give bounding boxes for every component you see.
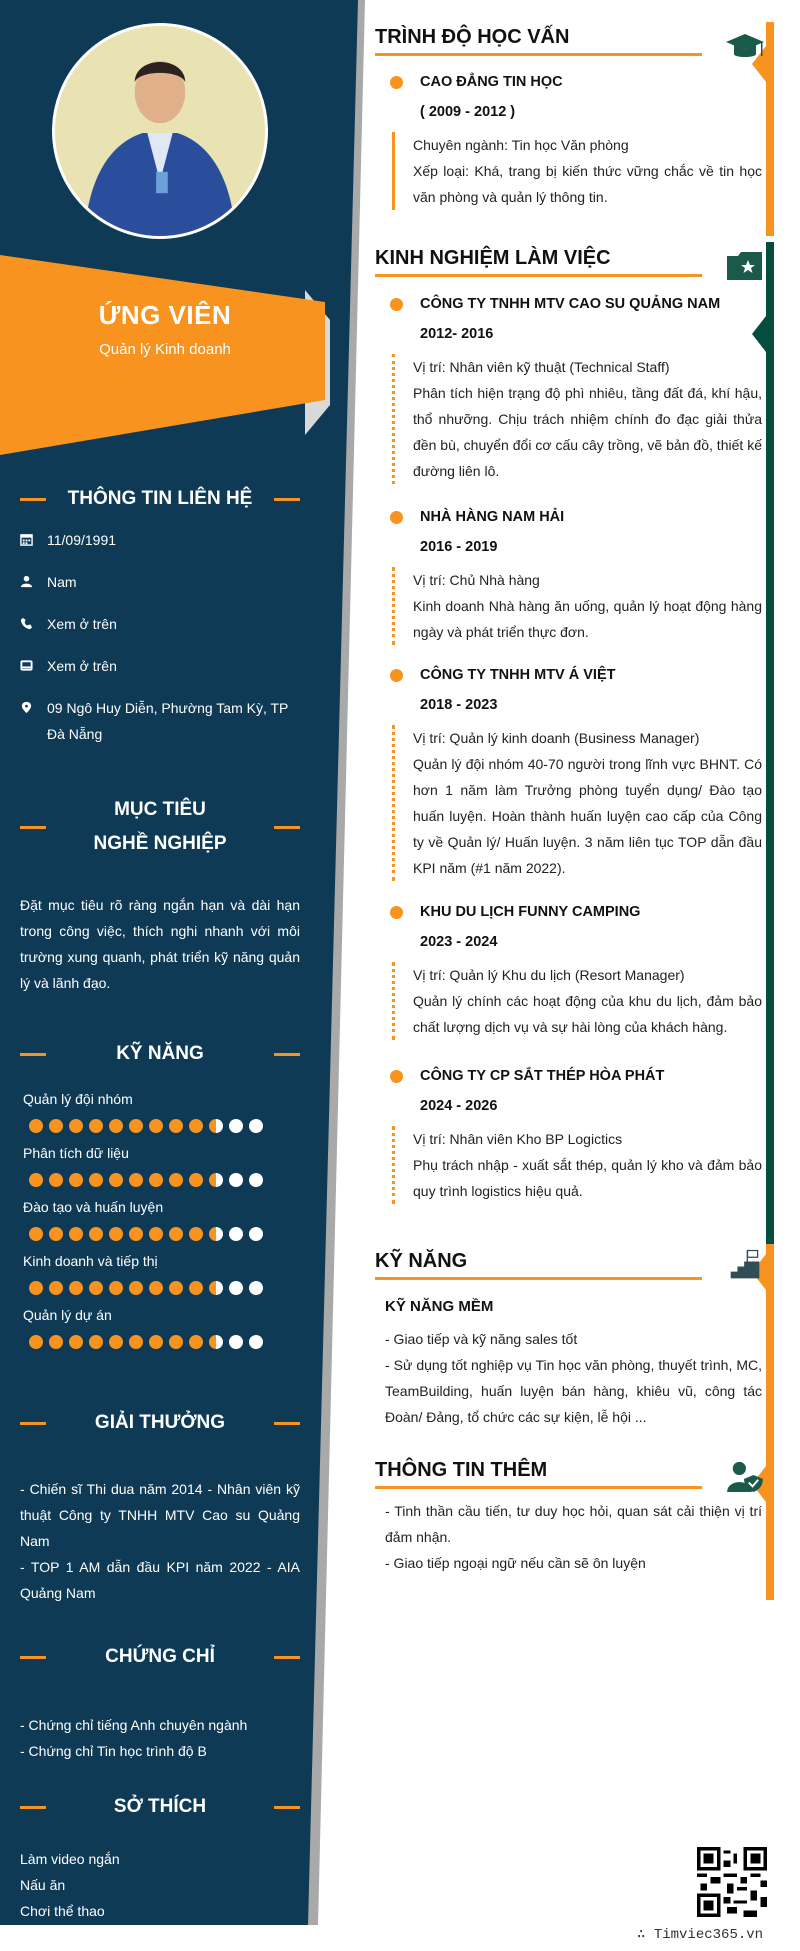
position: Vị trí: Quản lý kinh doanh (Business Manager) bbox=[413, 730, 700, 746]
rail-education bbox=[766, 22, 774, 236]
hobbies-section-title: SỞ THÍCH bbox=[20, 1790, 300, 1824]
profile-header bbox=[0, 300, 330, 358]
title-dash bbox=[20, 498, 46, 501]
rail-experience bbox=[766, 242, 774, 1244]
rating-dot bbox=[209, 1281, 223, 1295]
rating-dot bbox=[149, 1227, 163, 1241]
rating-dot bbox=[49, 1119, 63, 1133]
awards-section-title: GIẢI THƯỞNG bbox=[20, 1406, 300, 1440]
work-period: 2012- 2016 bbox=[420, 326, 494, 342]
graduation-cap-icon bbox=[724, 30, 766, 62]
skill-rating-item bbox=[23, 1250, 303, 1295]
rating-dot bbox=[29, 1173, 43, 1187]
title-dash bbox=[20, 1656, 46, 1659]
rating-dot bbox=[109, 1227, 123, 1241]
job-description: Phân tích hiện trạng độ phì nhiêu, tầng đất đá, khí hậu, thổ nhưỡng. Chịu trách nhiệm chính đo đạc giải thửa đền bù, chuyển đổi cơ cấu cây trồng, vẽ bản đồ, thiết kế đường liên lô. bbox=[413, 385, 762, 479]
rating-dot bbox=[169, 1173, 183, 1187]
experience-entry bbox=[390, 505, 762, 645]
rating-dot bbox=[109, 1335, 123, 1349]
skills-title: KỸ NĂNG bbox=[375, 1250, 702, 1280]
rating-dot bbox=[69, 1335, 83, 1349]
work-period: 2023 - 2024 bbox=[420, 934, 498, 950]
awards-list: - Chiến sĩ Thi dua năm 2014 - Nhân viên kỹ thuật Công ty TNHH MTV Cao su Quảng Nam - TOP 1 AM dẫn đầu KPI năm 2022 - AIA Quảng Nam bbox=[20, 1481, 300, 1601]
experience-entry bbox=[390, 900, 762, 1040]
rating-dot bbox=[249, 1119, 263, 1133]
position: Vị trí: Nhân viên Kho BP Logictics bbox=[413, 1131, 623, 1147]
user-icon bbox=[20, 569, 47, 597]
candidate-name: ỨNG VIÊN bbox=[98, 300, 232, 330]
contact-gender: Nam bbox=[20, 569, 305, 597]
title-dash bbox=[274, 1422, 300, 1425]
rating-dot bbox=[229, 1227, 243, 1241]
calendar-icon bbox=[20, 527, 47, 555]
rating-dots bbox=[29, 1227, 303, 1241]
rating-dot bbox=[89, 1227, 103, 1241]
experience-entry bbox=[390, 292, 762, 484]
extra-info-title: THÔNG TIN THÊM bbox=[375, 1459, 702, 1489]
rating-dot bbox=[169, 1281, 183, 1295]
skill-ratings bbox=[23, 1088, 303, 1358]
rating-dot bbox=[169, 1227, 183, 1241]
education-title: TRÌNH ĐỘ HỌC VẤN bbox=[375, 26, 702, 56]
skill-rating-item bbox=[23, 1142, 303, 1187]
rating-dot bbox=[89, 1281, 103, 1295]
extra-info-list: - Tinh thần cầu tiến, tư duy học hỏi, quan sát cải thiện vị trí đảm nhận. - Giao tiếp ngoại ngữ nếu cần sẽ ôn luyện bbox=[385, 1503, 762, 1571]
job-description: Phụ trách nhập - xuất sắt thép, quản lý kho và đảm bảo quy trình logistics hiệu quả. bbox=[413, 1157, 762, 1199]
rating-dot bbox=[49, 1227, 63, 1241]
title-dash bbox=[20, 826, 46, 829]
map-marker-icon bbox=[20, 695, 47, 723]
work-period: 2016 - 2019 bbox=[420, 539, 498, 555]
contact-birthday: 11/09/1991 bbox=[20, 527, 305, 555]
rating-dot bbox=[89, 1173, 103, 1187]
rating-dot bbox=[249, 1227, 263, 1241]
title-dash bbox=[274, 498, 300, 501]
rating-dot bbox=[109, 1281, 123, 1295]
contact-address: 09 Ngô Huy Diễn, Phường Tam Kỳ, TP Đà Nẵng bbox=[20, 695, 305, 747]
title-dash bbox=[20, 1422, 46, 1425]
rating-dot bbox=[169, 1335, 183, 1349]
rating-dot bbox=[29, 1119, 43, 1133]
skill-name: Quản lý dự án bbox=[23, 1307, 112, 1323]
certificates-section-title: CHỨNG CHỈ bbox=[20, 1640, 300, 1674]
phone-icon bbox=[20, 611, 47, 639]
rating-dot bbox=[169, 1119, 183, 1133]
experience-entry bbox=[390, 663, 762, 881]
rating-dot bbox=[29, 1335, 43, 1349]
avatar-photo bbox=[52, 23, 268, 239]
rating-dot bbox=[149, 1281, 163, 1295]
certificates-list: - Chứng chỉ tiếng Anh chuyên ngành - Chứng chỉ Tin học trình độ B bbox=[20, 1717, 248, 1759]
bullet-dot bbox=[390, 1070, 403, 1083]
rating-dot bbox=[129, 1227, 143, 1241]
job-description: Quản lý chính các hoạt động của khu du lịch, đảm bảo chất lượng dịch vụ và sự hài lòng của khách hàng. bbox=[413, 993, 762, 1035]
rating-dot bbox=[69, 1119, 83, 1133]
rating-dot bbox=[129, 1173, 143, 1187]
rating-dot bbox=[69, 1281, 83, 1295]
bullet-dot bbox=[390, 906, 403, 919]
rating-dots bbox=[29, 1281, 303, 1295]
skill-rating-item bbox=[23, 1196, 303, 1241]
rating-dot bbox=[249, 1335, 263, 1349]
experience-title: KINH NGHIỆM LÀM VIỆC bbox=[375, 247, 702, 277]
email-icon bbox=[20, 653, 47, 681]
rating-dot bbox=[229, 1119, 243, 1133]
title-dash bbox=[20, 1053, 46, 1056]
qr-code-icon bbox=[697, 1847, 767, 1917]
rating-dot bbox=[229, 1173, 243, 1187]
person-photo-icon bbox=[55, 26, 265, 236]
rail-skills bbox=[766, 1244, 774, 1600]
contact-list bbox=[20, 527, 305, 761]
soft-skills: KỸ NĂNG MỀM - Giao tiếp và kỹ năng sales tốt - Sử dụng tốt nghiệp vụ Tin học văn phòng, thuyết trình, MC, TeamBuilding, huấn luyện bán hàng, khiêu vũ, công tác Đoàn/ Đảng, tổ chức các sự kiện, lễ hội ... bbox=[385, 1298, 762, 1425]
rating-dot bbox=[49, 1335, 63, 1349]
job-description: Kinh doanh Nhà hàng ăn uống, quản lý hoạt động hàng ngày và phát triển thực đơn. bbox=[413, 598, 762, 640]
rating-dot bbox=[209, 1173, 223, 1187]
rating-dot bbox=[129, 1281, 143, 1295]
rating-dot bbox=[189, 1281, 203, 1295]
rating-dot bbox=[69, 1227, 83, 1241]
rating-dot bbox=[109, 1119, 123, 1133]
skill-name: Quản lý đội nhóm bbox=[23, 1091, 133, 1107]
bullet-dot bbox=[390, 76, 403, 89]
skill-name: Đào tạo và huấn luyện bbox=[23, 1199, 164, 1215]
company-name: CÔNG TY TNHH MTV CAO SU QUẢNG NAM bbox=[420, 296, 721, 312]
rating-dot bbox=[149, 1335, 163, 1349]
stairs-flag-icon bbox=[724, 1248, 766, 1280]
sidebar bbox=[0, 0, 330, 1925]
rating-dot bbox=[49, 1281, 63, 1295]
rating-dots bbox=[29, 1173, 303, 1187]
education-entry: CAO ĐẲNG TIN HỌC ( 2009 - 2012 ) Chuyên ngành: Tin học Văn phòng Xếp loại: Khá, trang bị kiến thức vững chắc về tin học văn phòng và quản lý thông tin. bbox=[390, 70, 762, 210]
position: Vị trí: Nhân viên kỹ thuật (Technical Staff) bbox=[413, 359, 670, 375]
skill-name: Kinh doanh và tiếp thị bbox=[23, 1253, 158, 1269]
rating-dot bbox=[249, 1173, 263, 1187]
rating-dot bbox=[29, 1281, 43, 1295]
skill-name: Phân tích dữ liệu bbox=[23, 1145, 129, 1161]
hobbies-list: Làm video ngắn Nấu ăn Chơi thể thao bbox=[20, 1851, 120, 1919]
title-dash bbox=[274, 826, 300, 829]
rating-dot bbox=[189, 1335, 203, 1349]
rating-dot bbox=[229, 1281, 243, 1295]
title-dash bbox=[274, 1806, 300, 1809]
footer-brand[interactable]: ∴ Timviec365.vn bbox=[637, 1927, 764, 1943]
rating-dot bbox=[189, 1173, 203, 1187]
rating-dot bbox=[69, 1173, 83, 1187]
rating-dot bbox=[229, 1335, 243, 1349]
user-shield-icon bbox=[724, 1460, 766, 1492]
rating-dot bbox=[209, 1119, 223, 1133]
work-period: 2018 - 2023 bbox=[420, 697, 498, 713]
folder-star-icon bbox=[724, 250, 766, 282]
rating-dot bbox=[189, 1119, 203, 1133]
rating-dot bbox=[49, 1173, 63, 1187]
rating-dot bbox=[109, 1173, 123, 1187]
experience-entry bbox=[390, 1064, 762, 1204]
company-name: NHÀ HÀNG NAM HẢI bbox=[420, 509, 565, 525]
company-name: CÔNG TY CP SẮT THÉP HÒA PHÁT bbox=[420, 1068, 665, 1084]
rating-dots bbox=[29, 1335, 303, 1349]
skill-rating-item bbox=[23, 1304, 303, 1349]
rating-dot bbox=[149, 1173, 163, 1187]
rating-dot bbox=[249, 1281, 263, 1295]
title-dash bbox=[274, 1656, 300, 1659]
rating-dot bbox=[209, 1227, 223, 1241]
skills-sidebar-title: KỸ NĂNG bbox=[20, 1037, 300, 1071]
skill-rating-item bbox=[23, 1088, 303, 1133]
work-period: 2024 - 2026 bbox=[420, 1098, 498, 1114]
rating-dot bbox=[29, 1227, 43, 1241]
rating-dot bbox=[149, 1119, 163, 1133]
rating-dot bbox=[209, 1335, 223, 1349]
company-name: CÔNG TY TNHH MTV Á VIỆT bbox=[420, 667, 616, 683]
bullet-dot bbox=[390, 511, 403, 524]
candidate-role: Quản lý Kinh doanh bbox=[99, 341, 231, 358]
rating-dot bbox=[189, 1227, 203, 1241]
objective-section-title: MỤC TIÊU NGHỀ NGHIỆP bbox=[20, 793, 300, 861]
title-dash bbox=[274, 1053, 300, 1056]
rating-dot bbox=[129, 1119, 143, 1133]
contact-email: Xem ở trên bbox=[20, 653, 305, 681]
title-dash bbox=[20, 1806, 46, 1809]
rating-dot bbox=[89, 1119, 103, 1133]
contact-phone: Xem ở trên bbox=[20, 611, 305, 639]
objective-text: Đặt mục tiêu rõ ràng ngắn hạn và dài hạn trong công việc, thích nghi nhanh với môi trường xung quanh, phát triển kỹ năng quản lý và lãnh đạo. bbox=[20, 897, 300, 991]
bullet-dot bbox=[390, 669, 403, 682]
bullet-dot bbox=[390, 298, 403, 311]
position: Vị trí: Chủ Nhà hàng bbox=[413, 572, 540, 588]
company-name: KHU DU LỊCH FUNNY CAMPING bbox=[420, 904, 641, 920]
rating-dots bbox=[29, 1119, 303, 1133]
job-description: Quản lý đội nhóm 40-70 người trong lĩnh vực BHNT. Có hơn 1 năm làm Trưởng phòng tuyển dụng/ Đào tạo huấn luyện. Hoàn thành huấn luyện cao cấp của Công ty về Quản lý/ Huấn luyện. 3 năm liên tục TOP dẫn đầu KPI năm (#1 năm 2022). bbox=[413, 756, 762, 876]
contact-section-title: THÔNG TIN LIÊN HỆ bbox=[20, 482, 300, 516]
rating-dot bbox=[129, 1335, 143, 1349]
position: Vị trí: Quản lý Khu du lịch (Resort Manager) bbox=[413, 967, 685, 983]
rating-dot bbox=[89, 1335, 103, 1349]
